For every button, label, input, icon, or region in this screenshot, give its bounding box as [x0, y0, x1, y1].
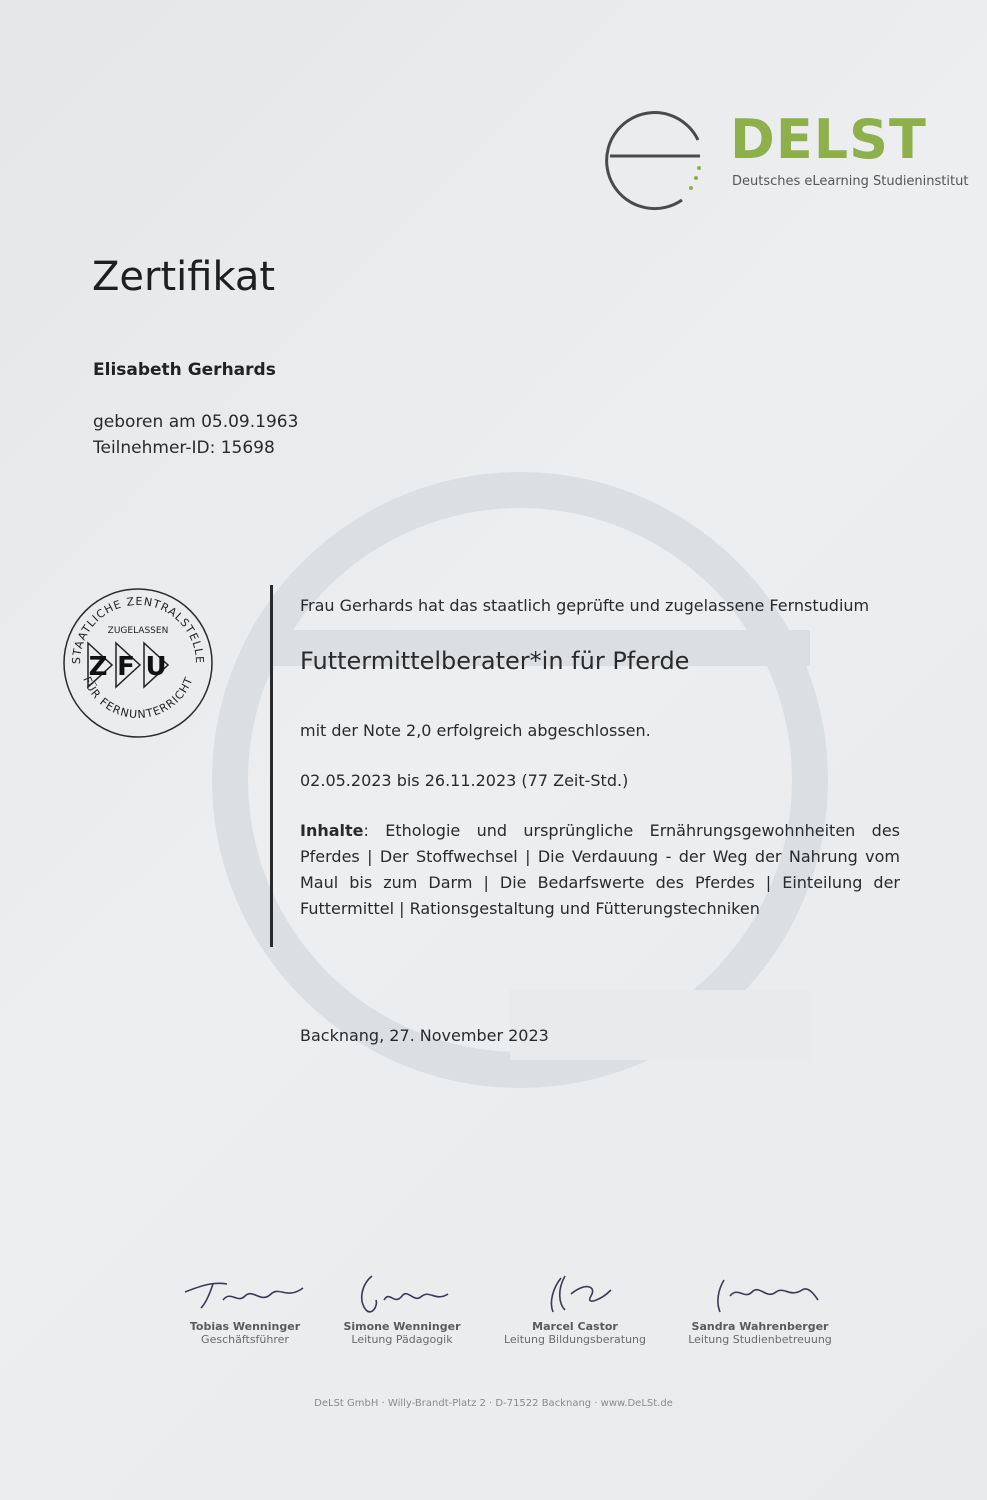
holder-name: Elisabeth Gerhards [93, 360, 276, 380]
holder-birthdate: geboren am 05.09.1963 [93, 412, 299, 432]
signatory-name: Sandra Wahrenberger [691, 1320, 829, 1333]
vertical-divider [270, 585, 273, 947]
contents-text: : Ethologie und ursprüngliche Ernährungsgewohnheiten des Pferdes | Der Stoffwechsel | Die Verdauung - der Weg der Nahrung vom Maul bis zum Darm | Die Bedarfswerte des Pferdes | Einteilung der Futtermittel | Rationsgestaltung und Fütterungstechniken [300, 821, 900, 918]
zfu-seal [58, 583, 218, 743]
signatory-role: Leitung Studienbetreuung [688, 1333, 832, 1346]
seal-middle-text: ZUGELASSEN [107, 626, 169, 636]
document-title: Zertifikat [92, 254, 276, 300]
footer-address: DeLSt GmbH · Willy-Brandt-Platz 2 · D-71522 Backnang · www.DeLSt.de [314, 1398, 673, 1409]
signatory-role: Leitung Bildungsberatung [503, 1333, 647, 1346]
seal-letter-f: F [117, 652, 135, 682]
seal-letter-u: U [145, 652, 167, 682]
signature-4-icon [690, 1270, 830, 1318]
intro-text: Frau Gerhards hat das staatlich geprüfte und zugelassene Fernstudium [300, 596, 870, 615]
logo-subtitle: Deutsches eLearning Studieninstitut [732, 174, 969, 189]
signatory-role: Geschäftsführer [201, 1333, 289, 1346]
signature-2-icon [332, 1270, 472, 1318]
seal-bottom-text: FÜR FERNUNTERRICHT [80, 674, 196, 722]
place-date: Backnang, 27. November 2023 [300, 1026, 549, 1045]
participant-id: Teilnehmer-ID: 15698 [93, 438, 275, 458]
course-title: Futtermittelberater*in für Pferde [300, 647, 690, 675]
contents-paragraph [300, 818, 900, 922]
contents-label: Inhalte [300, 821, 364, 840]
signature-1-icon [175, 1270, 315, 1318]
signatory-name: Marcel Castor [532, 1320, 618, 1333]
signatory-name: Tobias Wenninger [189, 1320, 301, 1333]
signature-block [670, 1270, 850, 1346]
signature-block [312, 1270, 492, 1346]
signatory-role: Leitung Pädagogik [351, 1333, 453, 1346]
signature-block [485, 1270, 665, 1346]
seal-letter-z: Z [88, 652, 108, 682]
signature-block [155, 1270, 335, 1346]
period-text: 02.05.2023 bis 26.11.2023 (77 Zeit-Std.) [300, 771, 629, 790]
signature-3-icon [505, 1270, 645, 1318]
seal-top-text: STAATLICHE ZENTRALSTELLE [69, 594, 207, 665]
grade-text: mit der Note 2,0 erfolgreich abgeschlossen. [300, 721, 651, 740]
logo-name: DELST [730, 108, 927, 171]
delst-e-logo-icon [600, 100, 710, 215]
signatory-name: Simone Wenninger [343, 1320, 461, 1333]
